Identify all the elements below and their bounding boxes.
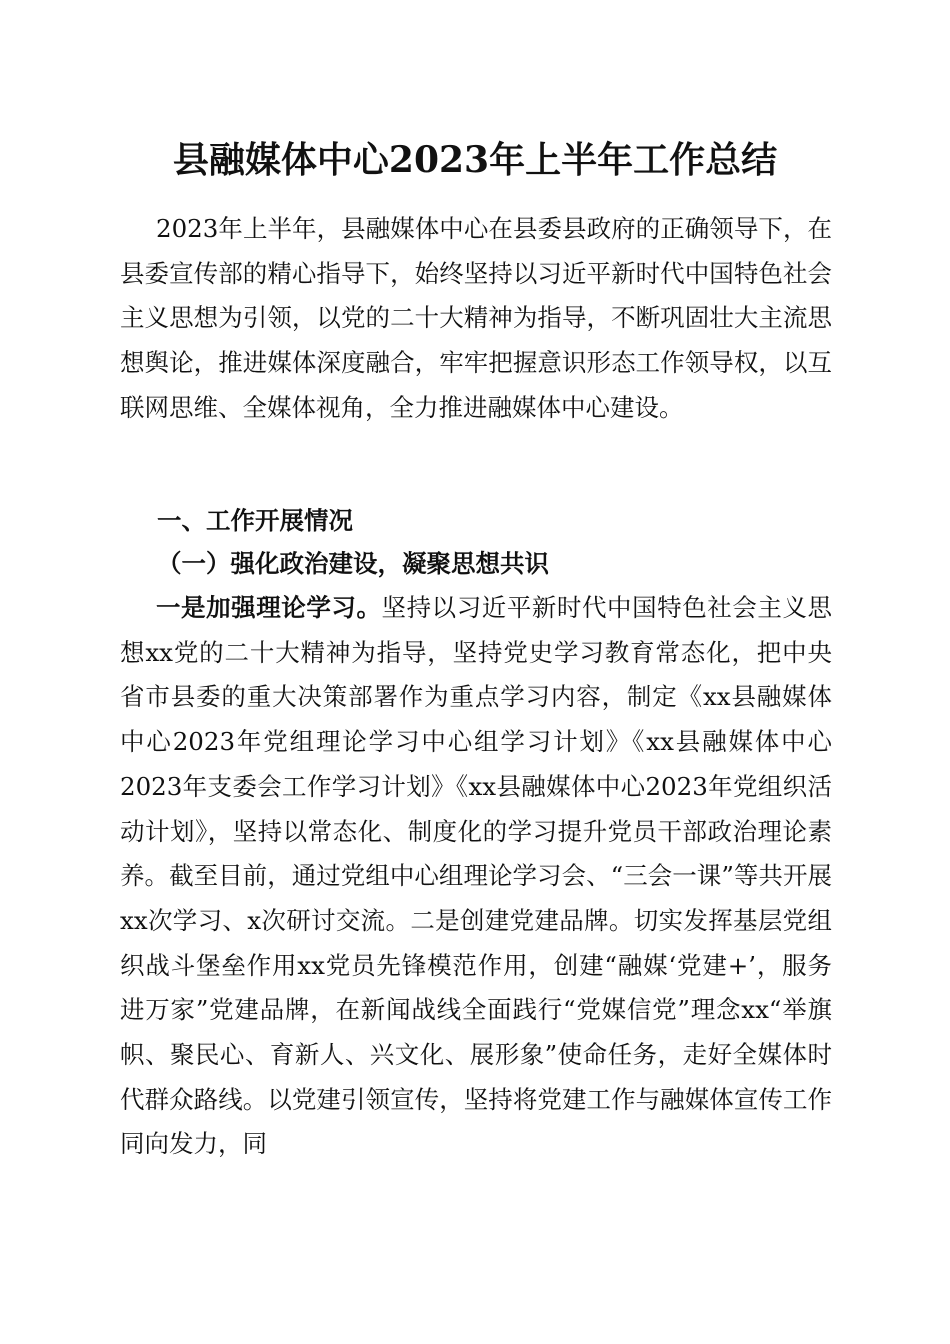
- paragraph-lead-phrase: 一是加强理论学习。: [156, 593, 382, 622]
- subsection-heading: （一）强化政治建设，凝聚思想共识: [157, 549, 549, 578]
- intro-paragraph: 2023年上半年，县融媒体中心在县委县政府的正确领导下，在县委宣传部的精心指导下，始终坚持以习近平新时代中国特色社会主义思想为引领，以党的二十大精神为指导，不断巩固壮大主流思想舆论，推进媒体深度融合，牢牢把握意识形态工作领导权，以互联网思维、全媒体视角，全力推进融媒体中心建设。: [120, 214, 832, 422]
- section-heading: 一、工作开展情况: [157, 506, 353, 535]
- paragraph-body-text: 坚持以习近平新时代中国特色社会主义思想xx党的二十大精神为指导，坚持党史学习教育常态化，把中央省市县委的重大决策部署作为重点学习内容，制定《xx县融媒体中心2023年党组理论学习中心组学习计划》《xx县融媒体中心2023年支委会工作学习计划》《xx县融媒体中心2023年党组织活动计划》，坚持以常态化、制度化的学习提升党员干部政治理论素养。截至目前，通过党组中心组理论学习会、“三会一课”等共开展xx次学习、x次研讨交流。二是创建党建品牌。切实发挥基层党组织战斗堡垒作用xx党员先锋模范作用，创建“融媒‘党建+’，服务进万家”党建品牌，在新闻战线全面践行“党媒信党”理念xx“举旗帜、聚民心、育新人、兴文化、展形象”使命任务，走好全媒体时代群众路线。以党建引领宣传，坚持将党建工作与融媒体宣传工作同向发力，同: [120, 593, 833, 1159]
- body-paragraph: [120, 586, 832, 1167]
- document-title: 县融媒体中心2023年上半年工作总结: [172, 139, 778, 181]
